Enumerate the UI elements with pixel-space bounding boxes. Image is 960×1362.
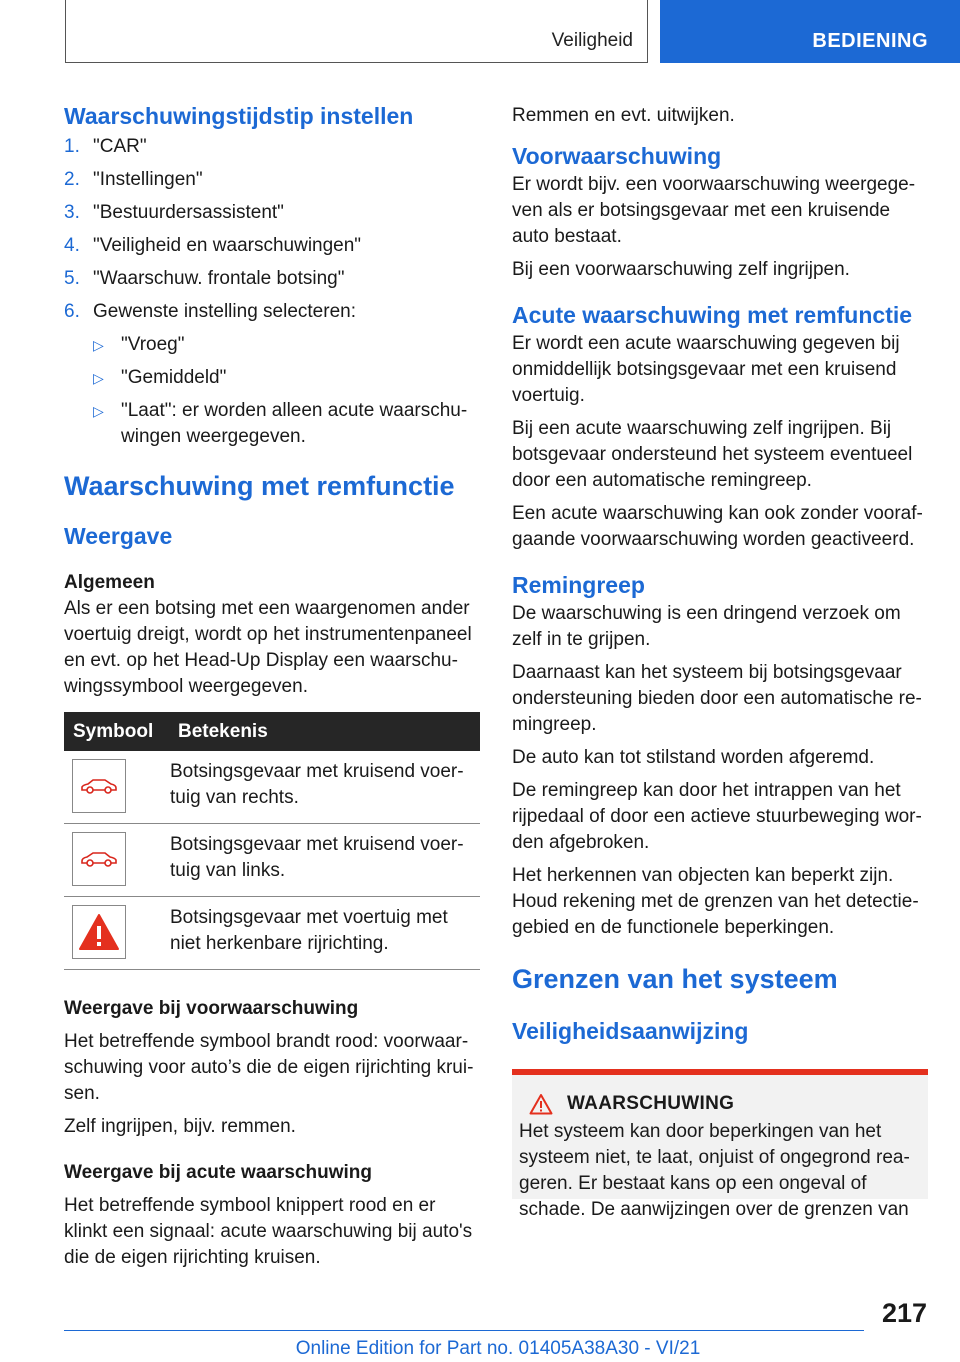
table-header-row <box>64 712 480 751</box>
display-heading: Weergave <box>64 523 173 549</box>
system-limits-heading: Grenzen van het systeem <box>512 964 838 994</box>
triangle-bullet-icon: ▷ <box>93 403 104 419</box>
brake-intervention-heading: Remingreep <box>512 572 645 598</box>
car-right-icon <box>72 759 126 813</box>
table-cell-meaning: Botsingsgevaar met kruisend voertuig van links. <box>170 824 480 897</box>
list-item: ▷ "Vroeg" <box>93 332 480 358</box>
pre-warning-display-heading: Weergave bij voorwaarschuwing <box>64 998 359 1019</box>
brake-text-1: De waarschuwing is een dringend verzoek om zelf in te grijpen. <box>512 603 901 650</box>
list-item: 4. "Veiligheid en waarschuwingen" <box>64 235 362 256</box>
steps-list <box>64 134 480 450</box>
pre-warning-display-text: Het betreffende symbool brandt rood: voorwaarschuwing voor auto’s die de eigen rijrichting kruisen. <box>64 1031 474 1104</box>
list-item: ▷ "Gemiddeld" <box>93 365 480 391</box>
footer-divider <box>64 1330 864 1331</box>
acute-warning-display-heading: Weergave bij acute waarschuwing <box>64 1162 372 1183</box>
header-section-box <box>65 0 648 63</box>
column-header-symbol: Symbool <box>64 712 170 751</box>
table-cell-meaning: Botsingsgevaar met kruisend voertuig van rechts. <box>170 751 480 824</box>
table-row <box>64 824 480 897</box>
options-list <box>93 332 480 450</box>
symbol-table <box>64 712 480 970</box>
list-item: 5. "Waarschuw. frontale botsing" <box>64 268 345 289</box>
column-header-meaning: Betekenis <box>170 712 480 751</box>
acute-warning-display-text: Het betreffende symbool knippert rood en er klinkt een signaal: acute waarschuwing bij auto's die de eigen rijrichting kruisen. <box>64 1195 473 1268</box>
general-heading: Algemeen <box>64 572 155 593</box>
acute-warning-text-3: Een acute waarschuwing kan ook zonder voorafgaande voorwaarschuwing worden geactiveerd. <box>512 503 923 550</box>
list-item: 2. "Instellingen" <box>64 169 203 190</box>
list-item: 6. Gewenste instelling selecteren: ▷ "Vroeg" ▷ "Gemiddeld" ▷ "Laat": er worden alleen acute waarschuwingen weergegeven. <box>64 299 480 450</box>
warning-box <box>512 1069 928 1220</box>
safety-note-heading: Veiligheidsaanwijzing <box>512 1018 749 1044</box>
brake-text-4: De remingreep kan door het intrappen van het rijpedaal of door een actieve stuurbeweging worden afgebroken. <box>512 780 922 853</box>
warning-text: Het systeem kan door beperkingen van het systeem niet, te laat, onjuist of ongegrond reageren. Er bestaat kans op een ongeval of schade. De aanwijzingen over de grenzen van <box>519 1121 910 1220</box>
brake-text-2: Daarnaast kan het systeem bij botsingsgevaar ondersteuning bieden door een automatische remingreep. <box>512 662 922 735</box>
right-column <box>512 100 928 1220</box>
header-chapter-tab <box>660 0 960 63</box>
intro-text: Remmen en evt. uitwijken. <box>512 105 735 126</box>
acute-warning-text-2: Bij een acute waarschuwing zelf ingrijpen. Bij botsgevaar ondersteund het systeem eventueel door een automatische remingreep. <box>512 418 913 491</box>
list-item: 1. "CAR" <box>64 136 147 157</box>
brake-text-3: De auto kan tot stilstand worden afgeremd. <box>512 747 875 768</box>
left-column <box>64 100 480 1271</box>
list-item: 3. "Bestuurdersassistent" <box>64 202 284 223</box>
general-text: Als er een botsing met een waargenomen ander voertuig dreigt, wordt op het instrumentenpaneel en evt. op het Head-Up Display een waarschuwingssymbool weergegeven. <box>64 598 472 697</box>
page-number: 217 <box>881 1298 927 1328</box>
warning-triangle-icon <box>529 1093 553 1115</box>
triangle-bullet-icon: ▷ <box>93 337 104 353</box>
warning-triangle-icon <box>72 905 126 959</box>
car-left-icon <box>72 832 126 886</box>
pre-warning-text-1: Er wordt bijv. een voorwaarschuwing weergegeven als er botsingsgevaar met een kruisende auto bestaat. <box>512 174 916 247</box>
table-cell-meaning: Botsingsgevaar met voertuig met niet herkenbare rijrichting. <box>170 897 480 970</box>
table-row <box>64 751 480 824</box>
header-chapter-title: BEDIENING <box>812 30 928 52</box>
acute-warning-heading: Acute waarschuwing met remfunctie <box>512 302 913 328</box>
pre-warning-action-text: Zelf ingrijpen, bijv. remmen. <box>64 1116 296 1137</box>
brake-text-5: Het herkennen van objecten kan beperkt zijn. Houd rekening met de grenzen van het detectiegebied en de functionele beperkingen. <box>512 865 919 938</box>
triangle-bullet-icon: ▷ <box>93 370 104 386</box>
table-row <box>64 897 480 970</box>
list-item: ▷ "Laat": er worden alleen acute waarschuwingen weergegeven. <box>93 400 468 447</box>
set-time-heading: Waarschuwingstijdstip instellen <box>64 103 414 129</box>
footer-edition-text: Online Edition for Part no. 01405A38A30 - VI/21 <box>295 1338 701 1359</box>
acute-warning-text-1: Er wordt een acute waarschuwing gegeven bij onmiddellijk botsingsgevaar met een kruisend voertuig. <box>512 333 900 406</box>
brake-warning-heading: Waarschuwing met remfunctie <box>64 471 455 501</box>
pre-warning-text-2: Bij een voorwaarschuwing zelf ingrijpen. <box>512 259 850 280</box>
warning-title: WAARSCHUWING <box>567 1093 735 1114</box>
header-section-title: Veiligheid <box>551 30 633 51</box>
pre-warning-heading: Voorwaarschuwing <box>512 143 722 169</box>
